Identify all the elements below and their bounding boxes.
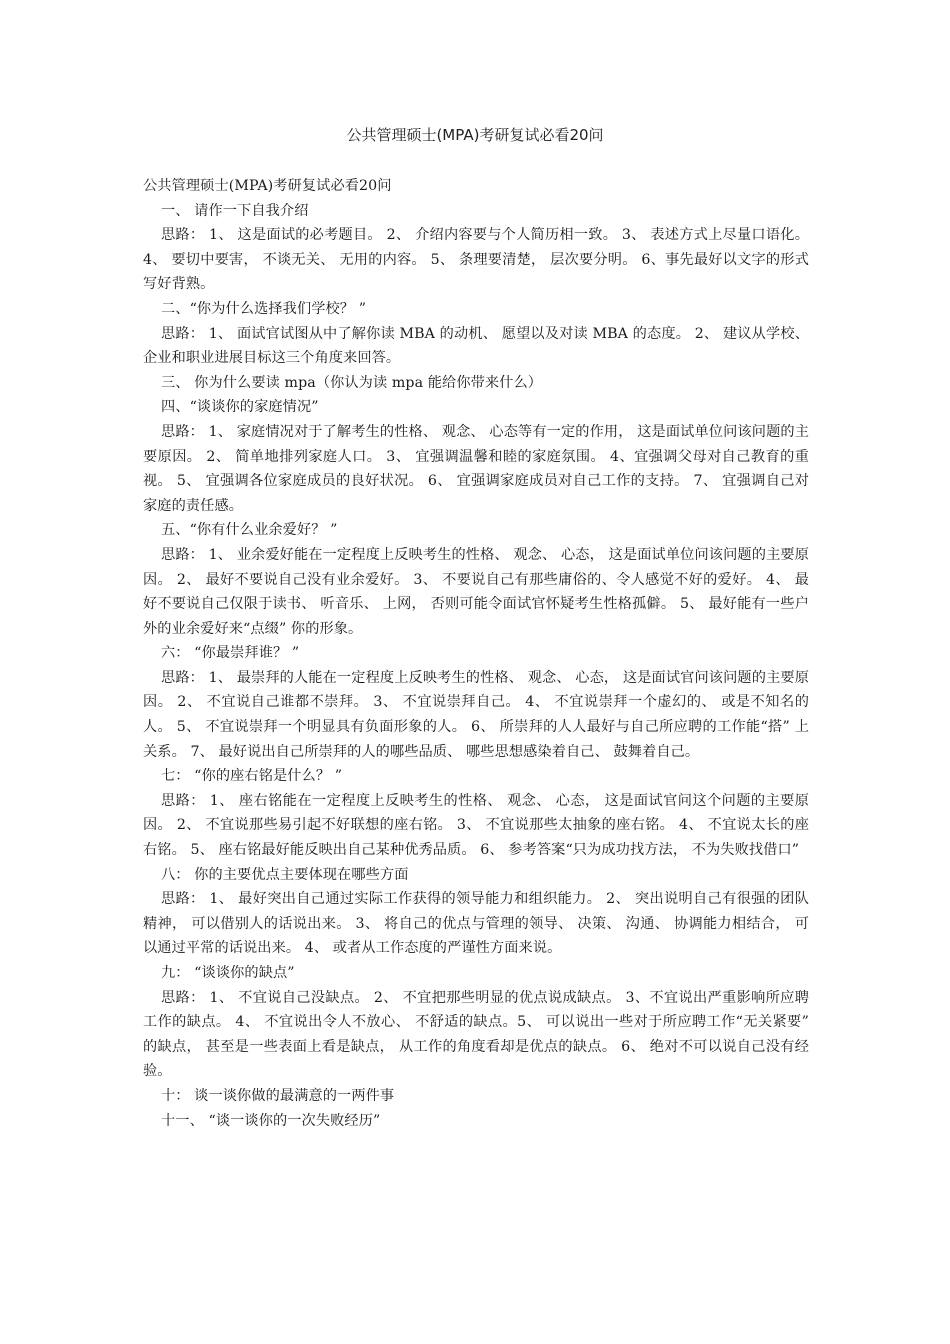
paragraph: 九： “谈谈你的缺点”: [161, 965, 295, 981]
paragraph: 思路： 1、 不宜说自己没缺点。 2、 不宜把那些明显的优点说成缺点。 3、不宜说出严重影响所应聘工作的缺点。 4、 不宜说出令人不放心、 不舒适的缺点。5、 可以说出一些对于所应聘工作“无关紧要” 的缺点， 甚至是一些表面上看是缺点， 从工作的角度看却是优点的缺点。 6、 绝对不可以说自己没有经验。: [143, 989, 809, 1080]
paragraph: 公共管理硕士(MPA)考研复试必看20问: [143, 178, 392, 194]
document-title: 公共管理硕士(MPA)考研复试必看20问: [346, 126, 604, 144]
paragraph: 四、“谈谈你的家庭情况”: [161, 399, 319, 416]
paragraph: 思路： 1、 家庭情况对于了解考生的性格、 观念、 心态等有一定的作用， 这是面试单位问该问题的主要原因。 2、 简单地排列家庭人口。 3、 宜强调温馨和睦的家庭氛围。 4、宜强调父母对自己教育的重视。 5、 宜强调各位家庭成员的良好状况。 6、 宜强调家庭成员对自己工作的支持。 7、 宜强调自己对家庭的责任感。: [143, 423, 809, 514]
paragraph: 思路： 1、 业余爱好能在一定程度上反映考生的性格、 观念、 心态， 这是面试单位问该问题的主要原因。 2、 最好不要说自己没有业余爱好。 3、 不要说自己有那些庸俗的、令人感觉不好的爱好。 4、 最好不要说自己仅限于读书、 听音乐、 上网， 否则可能令面试官怀疑考生性格孤僻。 5、 最好能有一些户外的业余爱好来“点缀” 你的形象。: [143, 546, 809, 637]
paragraph: 六： “你最崇拜谁？ ”: [161, 645, 300, 662]
paragraph: 三、 你为什么要读 mpa（你认为读 mpa 能给你带来什么）: [161, 374, 543, 391]
paragraph: 八： 你的主要优点主要体现在哪些方面: [161, 866, 409, 883]
paragraph: 七： “你的座右铭是什么？ ”: [161, 768, 343, 785]
paragraph: 思路： 1、 最崇拜的人能在一定程度上反映考生的性格、 观念、 心态， 这是面试官问该问题的主要原因。 2、 不宜说自己谁都不崇拜。 3、 不宜说崇拜自己。 4、 不宜说崇拜一个虚幻的、 或是不知名的人。 5、 不宜说崇拜一个明显具有负面形象的人。 6、 所崇拜的人人最好与自己所应聘的工作能“搭” 上关系。 7、 最好说出自己所崇拜的人的哪些品质、 哪些思想感染着自己、 鼓舞着自己。: [143, 669, 809, 760]
paragraph: 思路： 1、 这是面试的必考题目。 2、 介绍内容要与个人简历相一致。 3、 表述方式上尽量口语化。 4、 要切中要害， 不谈无关、 无用的内容。 5、 条理要清楚， 层次要分明。 6、事先最好以文字的形式写好背熟。: [143, 227, 809, 293]
document-body: [143, 174, 809, 1133]
paragraph: 思路： 1、 面试官试图从中了解你读 MBA 的动机、 愿望以及对读 MBA 的态度。 2、 建议从学校、 企业和职业进展目标这三个角度来回答。: [143, 325, 809, 367]
paragraph: 思路： 1、 座右铭能在一定程度上反映考生的性格、 观念、 心态， 这是面试官问这个问题的主要原因。 2、 不宜说那些易引起不好联想的座右铭。 3、 不宜说那些太抽象的座右铭。 4、 不宜说太长的座右铭。 5、 座右铭最好能反映出自己某种优秀品质。 6、 参考答案“只为成功找方法， 不为失败找借口”: [143, 792, 809, 859]
paragraph: 一、 请作一下自我介绍: [161, 202, 309, 219]
paragraph: 十： 谈一谈你做的最满意的一两件事: [161, 1087, 395, 1104]
paragraph: 二、“你为什么选择我们学校？ ”: [161, 300, 367, 317]
paragraph: 十一、 “谈一谈你的一次失败经历”: [161, 1112, 381, 1129]
paragraph: 思路： 1、 最好突出自己通过实际工作获得的领导能力和组织能力。 2、 突出说明自己有很强的团队精神， 可以借别人的话说出来。 3、 将自己的优点与管理的领导、 决策、 沟通、 协调能力相结合， 可以通过平常的话说出来。 4、 或者从工作态度的严谨性方面来说。: [143, 891, 809, 957]
paragraph: 五、“你有什么业余爱好？ ”: [161, 522, 338, 539]
